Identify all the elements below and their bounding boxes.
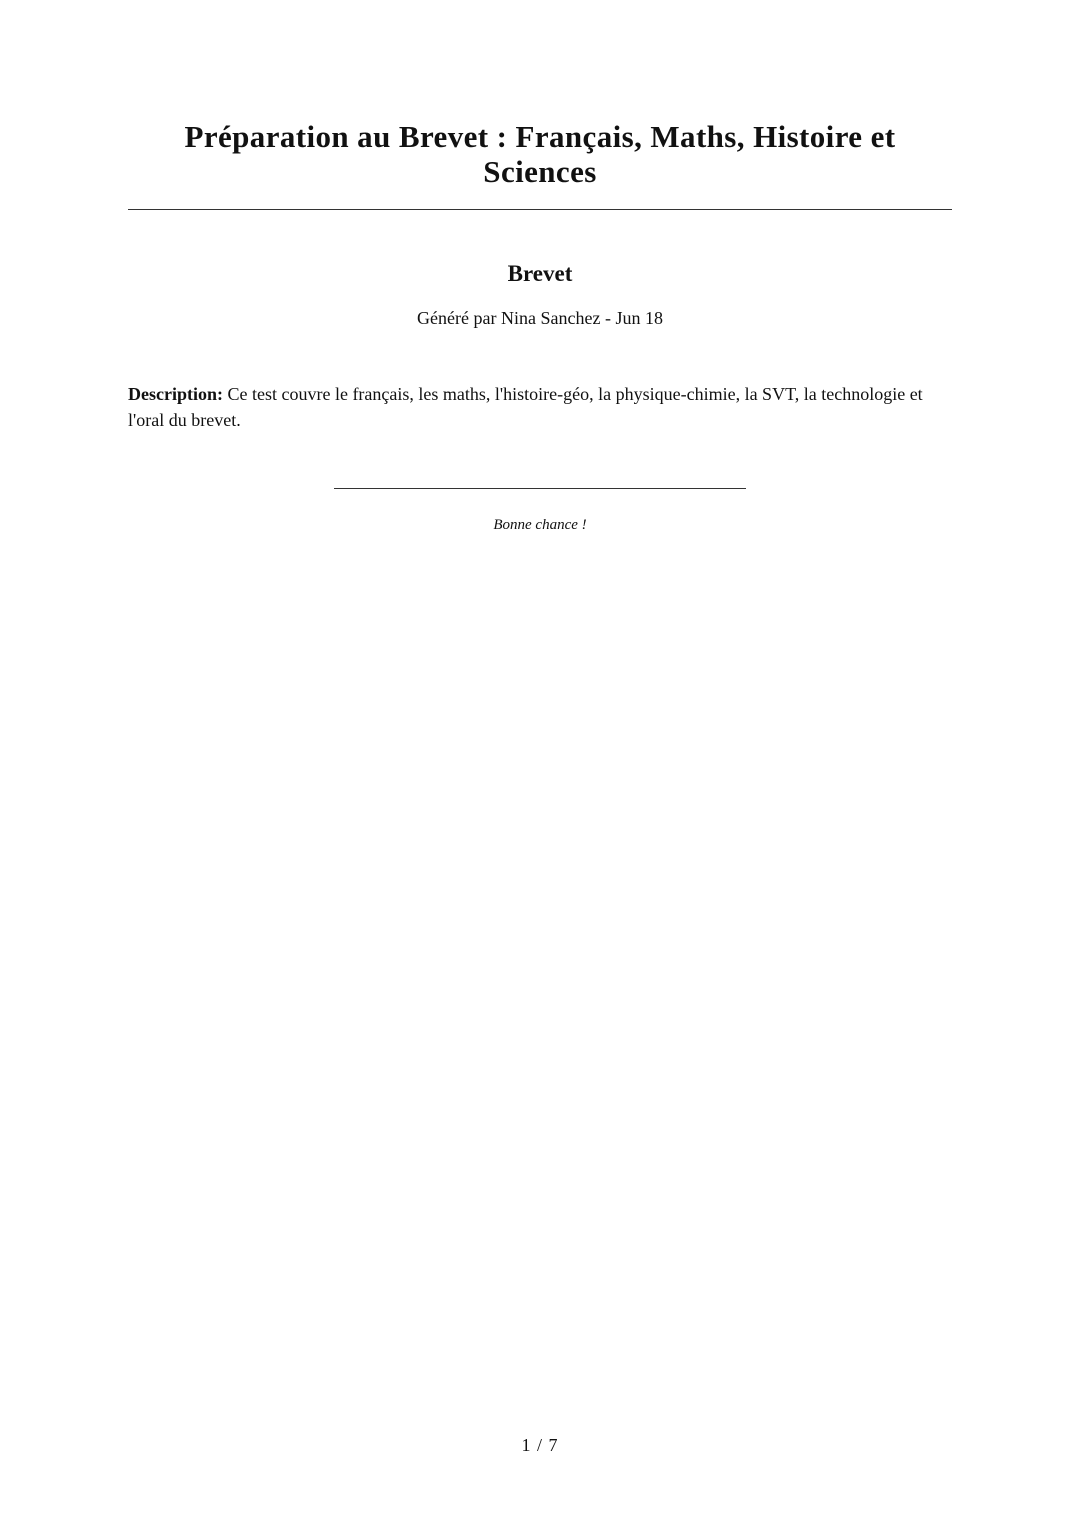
document-title: Préparation au Brevet : Français, Maths, Histoire et Sciences: [184, 119, 896, 189]
generated-by-line: Généré par Nina Sanchez - Jun 18: [417, 308, 663, 328]
closing-message: Bonne chance !: [493, 517, 587, 533]
description-label: Description:: [128, 384, 223, 404]
description-paragraph: [128, 381, 952, 433]
page-number: 1 / 7: [521, 1435, 559, 1455]
section-divider: [334, 488, 746, 489]
title-divider: [128, 209, 952, 210]
description-text: Ce test couvre le français, les maths, l'histoire-géo, la physique-chimie, la SVT, la technologie et l'oral du brevet.: [128, 384, 923, 430]
document-subtitle: Brevet: [507, 261, 573, 286]
